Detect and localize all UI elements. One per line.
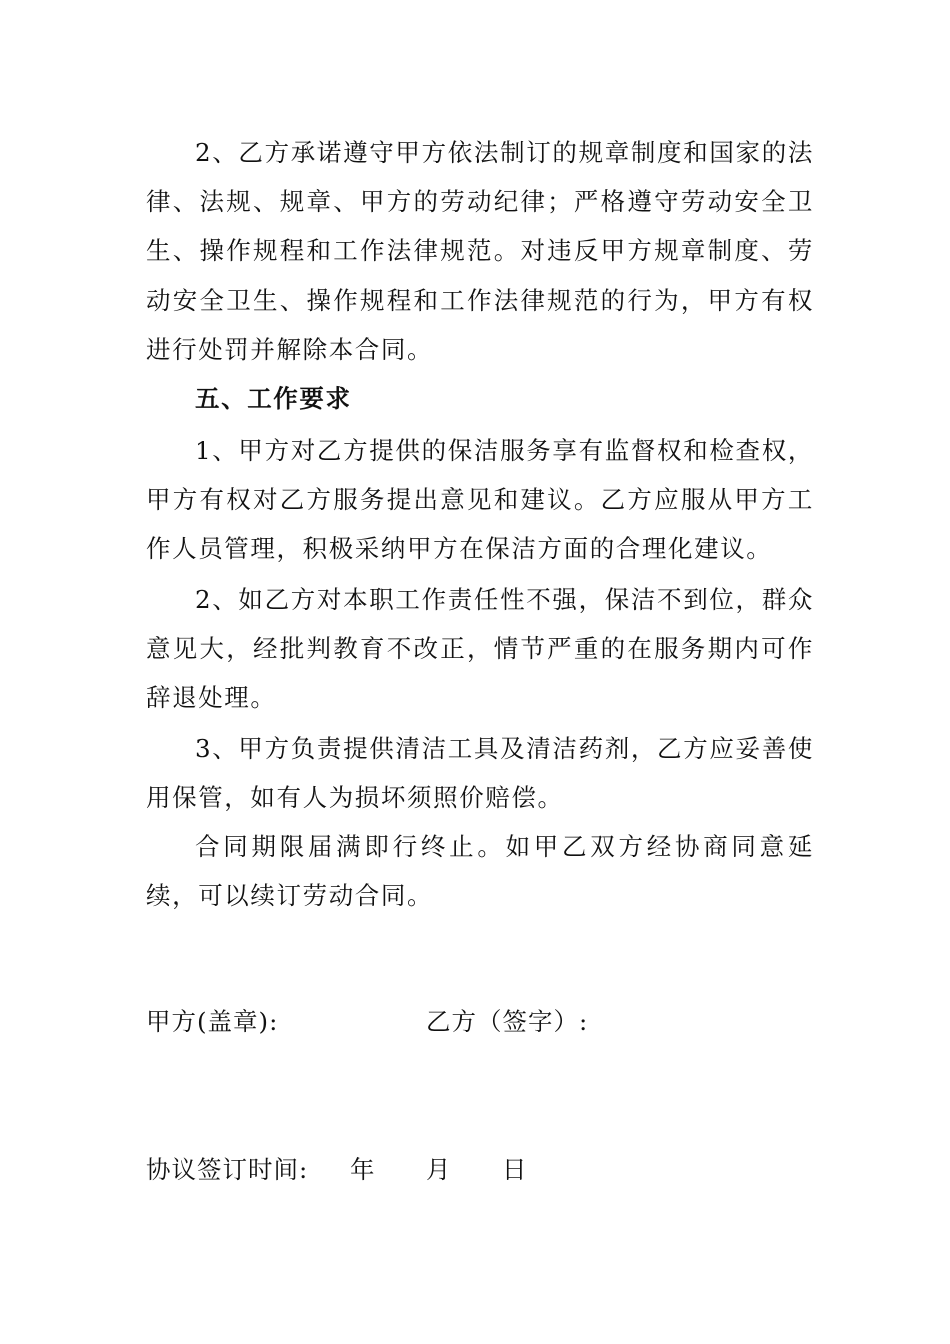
sign-date-month: 月	[426, 1155, 452, 1184]
sign-date-year: 年	[350, 1155, 376, 1184]
party-a-seal-label: 甲方(盖章):	[146, 1007, 279, 1036]
sign-date-label: 协议签订时间:	[146, 1155, 309, 1184]
paragraph-contract-term: 合同期限届满即行终止。如甲乙双方经协商同意延续，可以续订劳动合同。	[146, 832, 814, 911]
section-heading-work-requirements: 五、工作要求	[195, 384, 352, 413]
paragraph-requirement-2: 2、如乙方对本职工作责任性不强，保洁不到位，群众意见大，经批判教育不改正，情节严重的在服务期内可作辞退处理。	[146, 585, 814, 713]
party-b-signature-label: 乙方（签字）:	[426, 1007, 589, 1036]
paragraph-requirement-1: 1、甲方对乙方提供的保洁服务享有监督权和检查权，甲方有权对乙方服务提出意见和建议。乙方应服从甲方工作人员管理，积极采纳甲方在保洁方面的合理化建议。	[146, 436, 814, 564]
sign-date-day: 日	[502, 1155, 528, 1184]
paragraph-requirement-3: 3、甲方负责提供清洁工具及清洁药剂，乙方应妥善使用保管，如有人为损坏须照价赔偿。	[146, 734, 814, 813]
paragraph-obey-rules: 2、乙方承诺遵守甲方依法制订的规章制度和国家的法律、法规、规章、甲方的劳动纪律；严格遵守劳动安全卫生、操作规程和工作法律规范。对违反甲方规章制度、劳动安全卫生、操作规程和工作法律规范的行为，甲方有权进行处罚并解除本合同。	[146, 138, 814, 364]
